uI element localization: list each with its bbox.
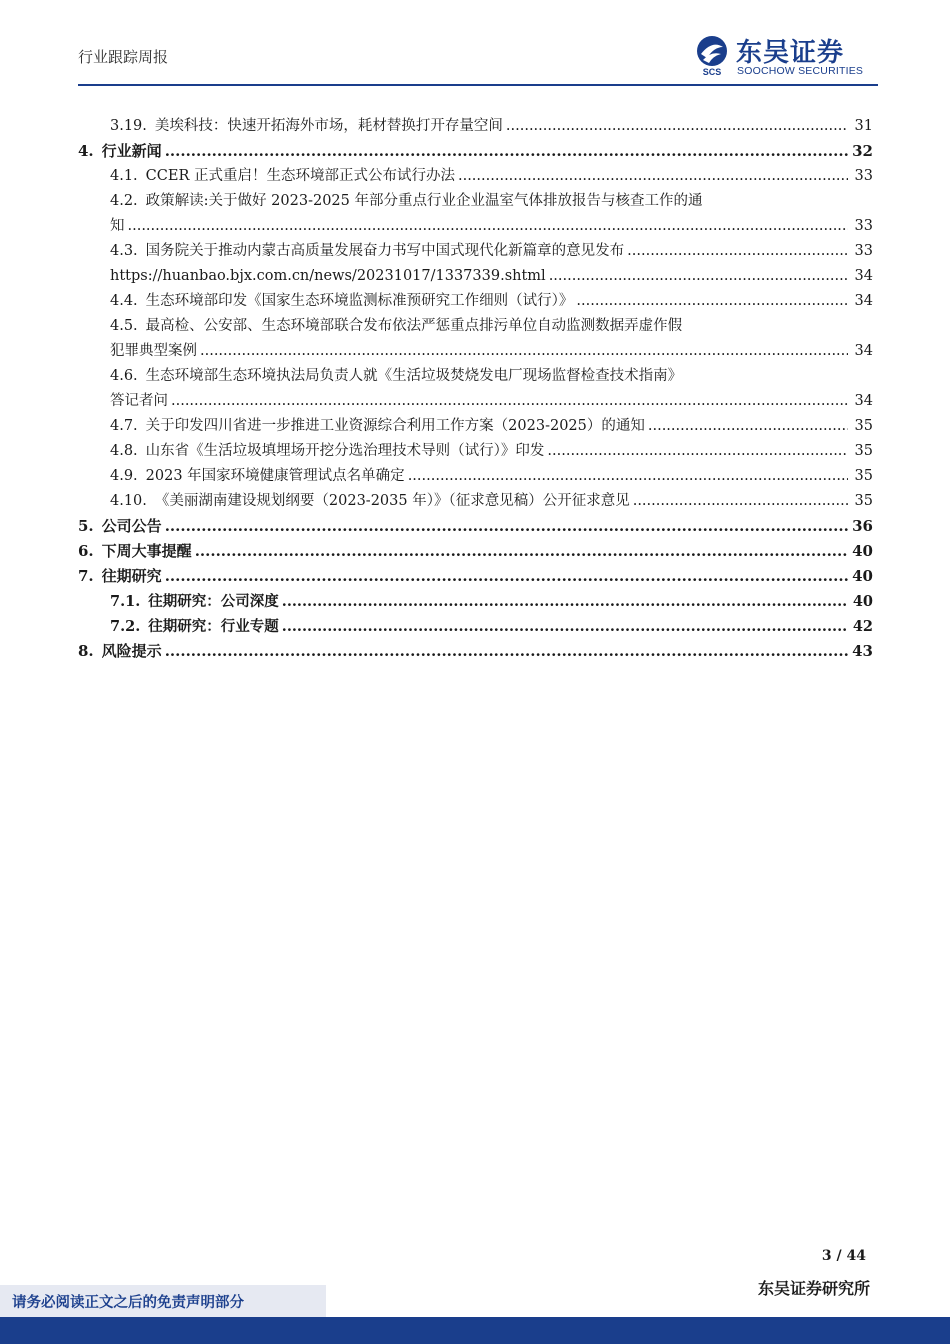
toc-entry[interactable] — [78, 414, 873, 439]
toc-entry-page: 34 — [854, 293, 873, 309]
logo-mark-icon — [692, 34, 732, 76]
toc-dot-leader — [547, 439, 848, 464]
institute-name: 东吴证券研究所 — [757, 1279, 870, 1298]
svg-text:SCS: SCS — [702, 67, 722, 76]
table-of-contents — [78, 114, 873, 664]
toc-entry[interactable] — [78, 614, 873, 639]
toc-entry-number: 4.6. — [110, 368, 138, 384]
toc-entry-number: 4.3. — [110, 243, 138, 259]
disclaimer-banner — [0, 1285, 326, 1317]
toc-entry[interactable] — [78, 214, 873, 239]
toc-entry[interactable] — [78, 164, 873, 189]
toc-entry-page: 34 — [854, 343, 873, 359]
toc-entry[interactable] — [78, 289, 873, 314]
page-number: 3 / 44 — [821, 1248, 866, 1264]
toc-entry-number: 5. — [78, 517, 94, 535]
toc-entry-page: 34 — [854, 268, 873, 284]
toc-entry-title: 往期研究：公司深度 — [148, 593, 279, 610]
toc-dot-leader — [633, 489, 848, 514]
toc-dot-leader — [282, 589, 848, 614]
toc-entry[interactable] — [78, 239, 873, 264]
toc-entry[interactable] — [78, 139, 873, 164]
toc-entry-page: 42 — [852, 618, 873, 635]
toc-dot-leader — [506, 114, 848, 139]
toc-dot-leader — [195, 539, 848, 564]
toc-entry-number: 3.19. — [110, 118, 147, 134]
toc-entry-title: 国务院关于推动内蒙古高质量发展奋力书写中国式现代化新篇章的意见发布 — [145, 243, 625, 259]
toc-entry-title: 关于印发四川省进一步推进工业资源综合利用工作方案（2023-2025）的通知 — [145, 418, 645, 434]
toc-dot-leader — [458, 164, 848, 189]
toc-entry-page: 33 — [854, 218, 873, 234]
toc-entry-title: 往期研究 — [101, 567, 162, 585]
toc-entry-page: 33 — [854, 243, 873, 259]
toc-entry-number: 4.7. — [110, 418, 138, 434]
toc-dot-leader — [128, 214, 849, 239]
toc-entry-page: 35 — [854, 493, 873, 509]
toc-entry[interactable] — [78, 264, 873, 289]
toc-entry-number: 7.1. — [110, 593, 141, 610]
toc-entry[interactable] — [78, 364, 873, 389]
disclaimer-text: 请务必阅读正文之后的免责声明部分 — [12, 1294, 244, 1311]
toc-entry[interactable] — [78, 339, 873, 364]
toc-dot-leader — [165, 139, 848, 164]
toc-entry-title: 下周大事提醒 — [101, 542, 192, 560]
toc-entry-number: 8. — [78, 642, 94, 660]
toc-entry[interactable] — [78, 389, 873, 414]
toc-entry-title: 《美丽湖南建设规划纲要（2023-2035 年）》（征求意见稿）公开征求意见 — [154, 493, 630, 509]
toc-entry-title: 政策解读:关于做好 2023-2025 年部分重点行业企业温室气体排放报告与核查工作的通 — [145, 193, 703, 209]
toc-dot-leader — [165, 564, 848, 589]
toc-entry-page: 36 — [852, 517, 873, 535]
toc-entry-title: 2023 年国家环境健康管理试点名单确定 — [145, 468, 405, 484]
toc-entry-page: 43 — [852, 642, 873, 660]
toc-entry-number: 4.10. — [110, 493, 147, 509]
toc-entry-page: 40 — [852, 542, 873, 560]
toc-entry[interactable] — [78, 589, 873, 614]
toc-entry-number: 7. — [78, 567, 94, 585]
header-divider — [78, 84, 878, 86]
toc-entry-title-continued: 犯罪典型案例 — [110, 343, 197, 359]
toc-entry-number: 4.9. — [110, 468, 138, 484]
toc-entry-page: 35 — [854, 418, 873, 434]
toc-entry-title: 生态环境部生态环境执法局负责人就《生活垃圾焚烧发电厂现场监督检查技术指南》 — [145, 368, 683, 384]
toc-entry-number: 7.2. — [110, 618, 141, 635]
toc-dot-leader — [648, 414, 848, 439]
toc-entry[interactable] — [78, 439, 873, 464]
toc-dot-leader — [408, 464, 848, 489]
toc-dot-leader — [282, 614, 848, 639]
toc-entry-page: 40 — [852, 593, 873, 610]
toc-dot-leader — [165, 514, 848, 539]
toc-entry-number: 4.2. — [110, 193, 138, 209]
toc-dot-leader — [576, 289, 848, 314]
toc-dot-leader — [171, 389, 848, 414]
toc-dot-leader — [200, 339, 848, 364]
toc-entry[interactable] — [78, 314, 873, 339]
toc-entry-title-continued: 答记者问 — [110, 393, 168, 409]
toc-entry-number: 4.4. — [110, 293, 138, 309]
brand-logo — [692, 34, 882, 78]
toc-entry-page: 34 — [854, 393, 873, 409]
toc-entry-title-continued: 知 — [110, 218, 125, 234]
toc-entry-page: 35 — [854, 443, 873, 459]
toc-entry-page: 33 — [854, 168, 873, 184]
toc-entry-title: 公司公告 — [101, 517, 162, 535]
toc-entry-number: 6. — [78, 542, 94, 560]
toc-entry-title: CCER 正式重启！生态环境部正式公布试行办法 — [145, 168, 455, 184]
toc-entry-title: 风险提示 — [101, 642, 162, 660]
toc-entry[interactable] — [78, 114, 873, 139]
toc-dot-leader — [627, 239, 848, 264]
toc-entry[interactable] — [78, 514, 873, 539]
toc-entry-title: 山东省《生活垃圾填埋场开挖分选治理技术导则（试行）》印发 — [145, 443, 545, 459]
footer-bar — [0, 1317, 950, 1344]
toc-entry-number: 4.1. — [110, 168, 138, 184]
toc-entry-title: 行业新闻 — [101, 142, 162, 160]
toc-entry-title: https://huanbao.bjx.com.cn/news/20231017/1337339.shtml — [110, 268, 546, 284]
toc-entry[interactable] — [78, 464, 873, 489]
logo-english-name: SOOCHOW SECURITIES — [737, 65, 864, 77]
toc-entry-title: 往期研究：行业专题 — [148, 618, 279, 635]
toc-entry-title: 生态环境部印发《国家生态环境监测标准预研究工作细则（试行）》 — [145, 293, 574, 309]
toc-entry[interactable] — [78, 639, 873, 664]
toc-entry[interactable] — [78, 189, 873, 214]
toc-entry-number: 4. — [78, 142, 94, 160]
toc-entry[interactable] — [78, 539, 873, 564]
toc-entry-title: 最高检、公安部、生态环境部联合发布依法严惩重点排污单位自动监测数据弄虚作假 — [145, 318, 683, 334]
toc-entry-title: 美埃科技：快速开拓海外市场，耗材替换打开存量空间 — [154, 118, 503, 134]
toc-entry-page: 32 — [852, 142, 873, 160]
toc-dot-leader — [549, 264, 848, 289]
toc-entry[interactable] — [78, 489, 873, 514]
logo-chinese-name: 东吴证券 — [736, 38, 845, 68]
toc-entry[interactable] — [78, 564, 873, 589]
report-type-label: 行业跟踪周报 — [78, 48, 169, 66]
toc-entry-page: 31 — [854, 118, 873, 134]
toc-entry-page: 35 — [854, 468, 873, 484]
toc-entry-number: 4.5. — [110, 318, 138, 334]
toc-entry-page: 40 — [852, 567, 873, 585]
toc-dot-leader — [165, 639, 848, 664]
toc-entry-number: 4.8. — [110, 443, 138, 459]
